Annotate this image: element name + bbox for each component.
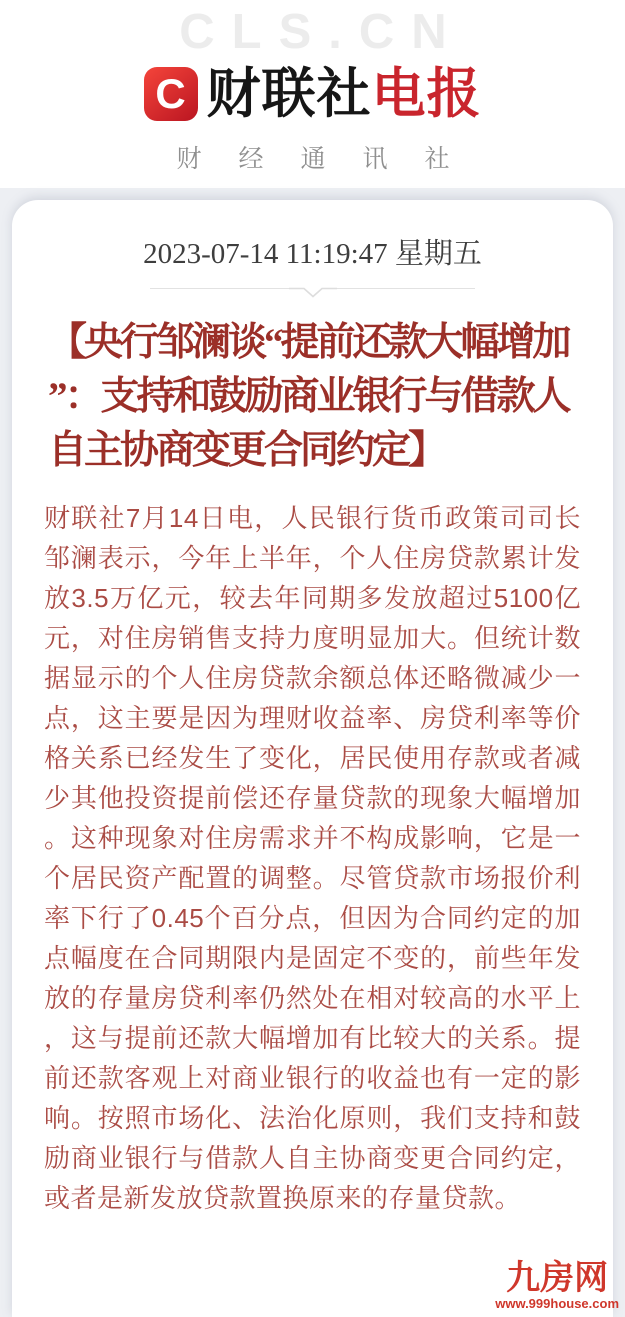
site-watermark-url: www.999house.com (495, 1296, 619, 1311)
article-headline (12, 316, 613, 478)
brand-subtitle (0, 139, 625, 175)
cls-cn-background-watermark (0, 4, 625, 60)
site-watermark (495, 1261, 619, 1311)
divider-line-right (337, 288, 476, 289)
brand-product-name: 电报 (371, 64, 482, 124)
logo-badge-letter: C (155, 70, 186, 117)
cls-cn-watermark-text: CLS.CN (179, 5, 464, 59)
brand-name: 财联社 (206, 64, 372, 124)
divider-line-left (150, 288, 289, 289)
site-watermark-logo: 九房网 (506, 1259, 609, 1297)
brand-subtitle-text: 财经通讯社 (176, 145, 487, 173)
headline-line-3: 自主协商变更合同约定】 (48, 429, 445, 472)
headline-line-1: 【央行邹澜谈“提前还款大幅增加 (48, 321, 569, 364)
card-background-area (0, 188, 625, 1317)
brand-logo (0, 64, 625, 124)
article-body: 财联社7月14日电，人民银行货币政策司司长邹澜表示，今年上半年，个人住房贷款累计发放3.5万亿元，较去年同期多发放超过5100亿元，对住房销售支持力度明显加大。但统计数据显示的个人住房贷款余额总体还略微减少一点，这主要是因为理财收益率、房贷利率等价格关系已经发生了变化，居民使用存款或者减少其他投资提前偿还存量贷款的现象大幅增加。这种现象对住房需求并不构成影响，它是一个居民资产配置的调整。尽管贷款市场报价利率下行了0.45个百分点，但因为合同约定的加点幅度在合同期限内是固定不变的，前些年发放的存量房贷利率仍然处在相对较高的水平上，这与提前还款大幅增加有比较大的关系。提前还款客观上对商业银行的收益也有一定的影响。按照市场化、法治化原则，我们支持和鼓励商业银行与借款人自主协商变更合同约定，或者是新发放贷款置换原来的存量贷款。 (44, 503, 581, 1213)
headline-line-2: ”：支持和鼓励商业银行与借款人 (48, 375, 569, 418)
cls-logo-badge-icon (144, 67, 198, 121)
article-card (12, 200, 613, 1317)
brand-logo-text (207, 64, 482, 124)
chevron-down-notch-icon (289, 287, 337, 299)
timestamp-divider (150, 287, 475, 299)
article-timestamp: 2023-07-14 11:19:47 星期五 (143, 238, 482, 270)
app-header (0, 0, 625, 200)
